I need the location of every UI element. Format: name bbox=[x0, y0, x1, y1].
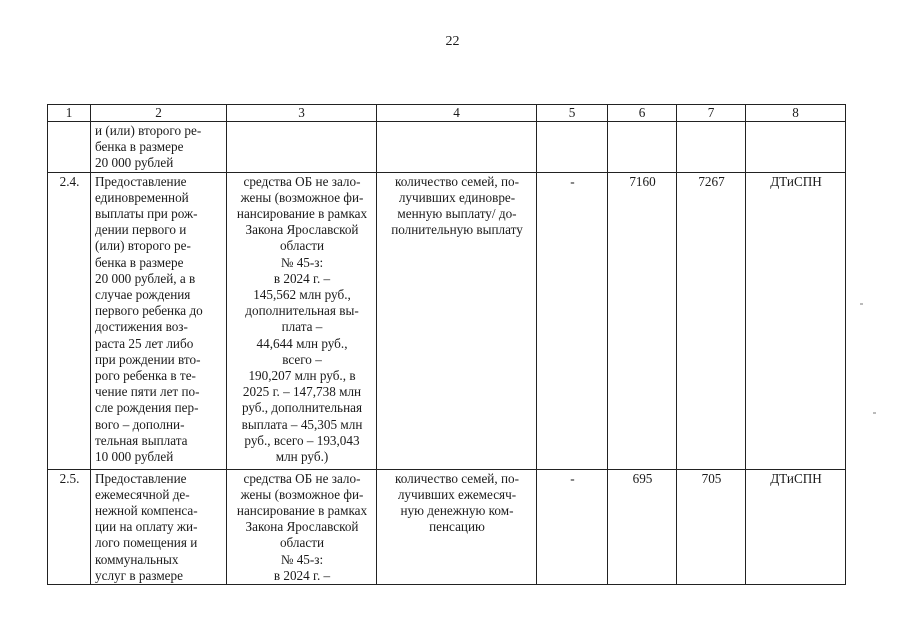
page-number: 22 bbox=[445, 34, 460, 49]
value-2024-cell: 695 bbox=[608, 469, 677, 584]
executor-cell bbox=[746, 122, 846, 173]
text-line: менную выплату/ до- bbox=[397, 206, 517, 222]
text-line: выплата – 45,305 млн bbox=[241, 416, 363, 432]
col5-cell: - bbox=[537, 469, 608, 584]
text-line: № 45-з: bbox=[280, 254, 324, 270]
text-line: дополнительная вы- bbox=[245, 303, 359, 319]
text-line: в 2024 г. – bbox=[273, 567, 331, 583]
header-cell-1: 1 bbox=[48, 105, 91, 122]
text-line: сле рождения пер- bbox=[95, 400, 199, 416]
text-line: млн руб.) bbox=[275, 449, 329, 465]
text-line: бенка в размере bbox=[95, 254, 184, 270]
text-line: коммунальных bbox=[95, 551, 179, 567]
row-number-cell bbox=[48, 122, 91, 173]
text-line: Закона Ярославской bbox=[245, 222, 359, 238]
text-line: дении первого и bbox=[95, 222, 187, 238]
header-cell-2: 2 bbox=[91, 105, 227, 122]
text-line: 190,207 млн руб., в bbox=[248, 368, 356, 384]
funding-cell bbox=[227, 469, 377, 584]
text-line: 44,644 млн руб., bbox=[256, 335, 348, 351]
text-line: лучивших ежемесяч- bbox=[397, 486, 517, 502]
text-line: области bbox=[279, 535, 325, 551]
text-line: количество семей, по- bbox=[394, 470, 519, 486]
indicator-cell bbox=[377, 469, 537, 584]
indicator-cell bbox=[377, 122, 537, 173]
measure-name-cell bbox=[91, 122, 227, 173]
text-line: Закона Ярославской bbox=[245, 519, 359, 535]
text-line: Предоставление bbox=[95, 173, 187, 189]
measure-name-cell bbox=[91, 172, 227, 469]
header-cell-5: 5 bbox=[537, 105, 608, 122]
text-line: плата – bbox=[281, 319, 323, 335]
text-line: первого ребенка до bbox=[95, 303, 203, 319]
header-cell-4: 4 bbox=[377, 105, 537, 122]
funding-cell bbox=[227, 172, 377, 469]
text-line: жены (возможное фи- bbox=[240, 486, 364, 502]
text-line: ежемесячной де- bbox=[95, 486, 190, 502]
value-2025-cell bbox=[677, 122, 746, 173]
text-line: № 45-з: bbox=[280, 551, 324, 567]
text-line: ную денежную ком- bbox=[400, 503, 514, 519]
text-line: нансирование в рамках bbox=[236, 206, 368, 222]
value-2024-cell bbox=[608, 122, 677, 173]
measures-table bbox=[47, 104, 846, 585]
executor-cell: ДТиСПН bbox=[746, 469, 846, 584]
text-line: полнительную выплату bbox=[391, 222, 523, 238]
text-line: Предоставление bbox=[95, 470, 187, 486]
text-line: раста 25 лет либо bbox=[95, 335, 194, 351]
text-line: единовременной bbox=[95, 189, 189, 205]
text-line: ции на оплату жи- bbox=[95, 519, 198, 535]
text-line: нежной компенса- bbox=[95, 503, 198, 519]
text-line: 2025 г. – 147,738 млн bbox=[242, 384, 362, 400]
header-cell-6: 6 bbox=[608, 105, 677, 122]
value-2025-cell: 7267 bbox=[677, 172, 746, 469]
text-line: средства ОБ не зало- bbox=[243, 470, 361, 486]
text-line: 20 000 рублей, а в bbox=[95, 270, 196, 286]
text-line: услуг в размере bbox=[95, 567, 183, 583]
value-2025-cell: 705 bbox=[677, 469, 746, 584]
table-header-row bbox=[48, 105, 846, 122]
scan-speck bbox=[873, 412, 876, 414]
text-line: (или) второго ре- bbox=[95, 238, 191, 254]
scan-speck bbox=[860, 303, 863, 305]
text-line: в 2024 г. – bbox=[273, 270, 331, 286]
text-line: вого – дополни- bbox=[95, 416, 185, 432]
header-cell-7: 7 bbox=[677, 105, 746, 122]
text-line: чение пяти лет по- bbox=[95, 384, 200, 400]
text-line: рого ребенка в те- bbox=[95, 368, 196, 384]
text-line: 20 000 рублей bbox=[95, 155, 174, 171]
text-line: 10 000 рублей bbox=[95, 449, 174, 465]
row-number-cell: 2.4. bbox=[48, 172, 91, 469]
text-line: лучивших единовре- bbox=[398, 189, 516, 205]
text-line: всего – bbox=[282, 351, 322, 367]
indicator-cell bbox=[377, 172, 537, 469]
col5-cell bbox=[537, 122, 608, 173]
funding-cell bbox=[227, 122, 377, 173]
table-row bbox=[48, 469, 846, 584]
text-line: 145,562 млн руб., bbox=[253, 287, 351, 303]
value-2024-cell: 7160 bbox=[608, 172, 677, 469]
text-line: достижения воз- bbox=[95, 319, 188, 335]
text-line: лого помещения и bbox=[95, 535, 198, 551]
text-line: выплаты при рож- bbox=[95, 206, 198, 222]
text-line: пенсацию bbox=[429, 519, 485, 535]
text-line: случае рождения bbox=[95, 287, 191, 303]
text-line: руб., дополнительная bbox=[241, 400, 363, 416]
text-line: бенка в размере bbox=[95, 139, 184, 155]
row-number-cell: 2.5. bbox=[48, 469, 91, 584]
measure-name-cell bbox=[91, 469, 227, 584]
text-line: количество семей, по- bbox=[394, 173, 519, 189]
text-line: средства ОБ не зало- bbox=[243, 173, 361, 189]
table-row bbox=[48, 172, 846, 469]
text-line: нансирование в рамках bbox=[236, 503, 368, 519]
header-cell-8: 8 bbox=[746, 105, 846, 122]
text-line: при рождении вто- bbox=[95, 351, 201, 367]
text-line: руб., всего – 193,043 bbox=[244, 432, 360, 448]
table-row bbox=[48, 122, 846, 173]
text-line: области bbox=[279, 238, 325, 254]
text-line: жены (возможное фи- bbox=[240, 189, 364, 205]
col5-cell: - bbox=[537, 172, 608, 469]
text-line: и (или) второго ре- bbox=[95, 123, 202, 138]
executor-cell: ДТиСПН bbox=[746, 172, 846, 469]
header-cell-3: 3 bbox=[227, 105, 377, 122]
text-line: тельная выплата bbox=[95, 432, 188, 448]
